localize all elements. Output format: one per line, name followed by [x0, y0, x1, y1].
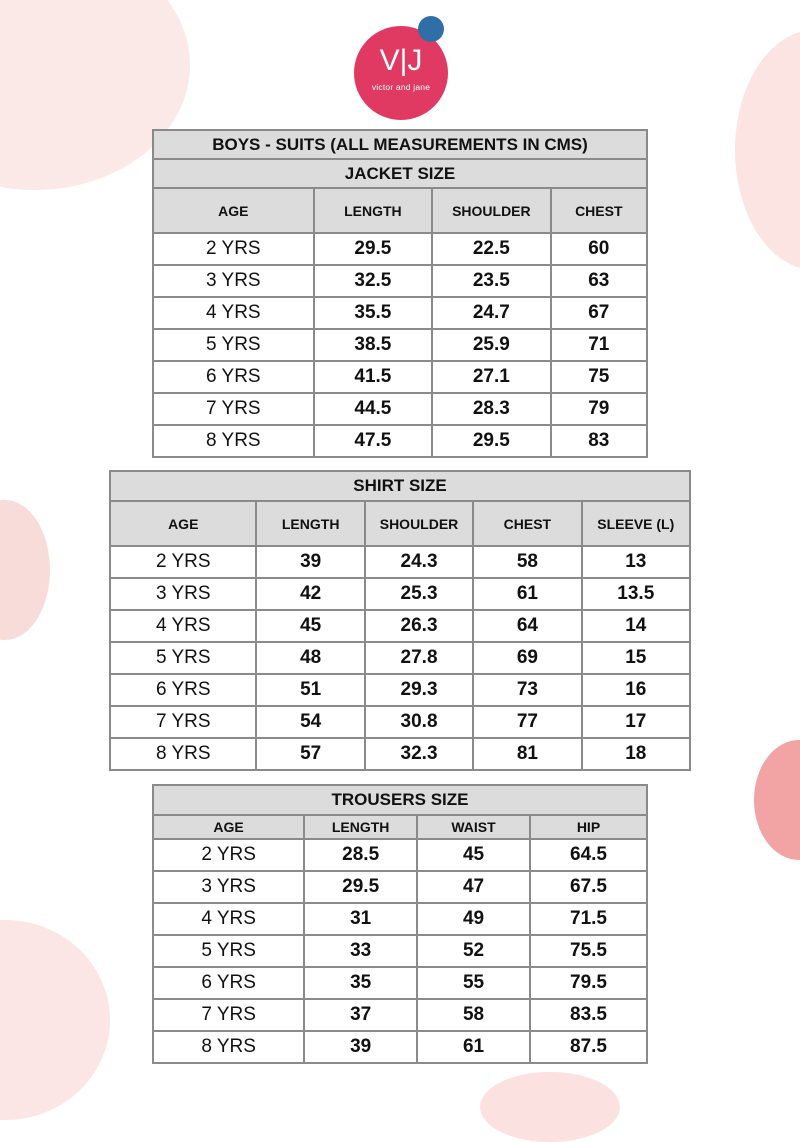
table-row: [111, 547, 689, 577]
measurement-cell: 79: [552, 394, 646, 424]
age-cell: 8 YRS: [111, 739, 255, 769]
table-row: [154, 234, 646, 264]
measurement-cell: 58: [418, 1000, 529, 1030]
table-row: [154, 904, 646, 934]
column-header: AGE: [154, 189, 313, 232]
column-header: HIP: [531, 816, 646, 838]
measurement-cell: 24.3: [366, 547, 472, 577]
column-header: LENGTH: [315, 189, 431, 232]
column-header: CHEST: [474, 502, 580, 545]
measurement-cell: 13: [583, 547, 689, 577]
measurement-cell: 60: [552, 234, 646, 264]
measurement-cell: 16: [583, 675, 689, 705]
jacket-size-table: [152, 129, 648, 458]
measurement-cell: 55: [418, 968, 529, 998]
measurement-cell: 67.5: [531, 872, 646, 902]
table-row: [111, 675, 689, 705]
table-row: [154, 968, 646, 998]
measurement-cell: 23.5: [433, 266, 549, 296]
table-row: [154, 266, 646, 296]
measurement-cell: 57: [257, 739, 363, 769]
age-cell: 2 YRS: [154, 234, 313, 264]
measurement-cell: 15: [583, 643, 689, 673]
measurement-cell: 24.7: [433, 298, 549, 328]
age-cell: 7 YRS: [154, 1000, 303, 1030]
measurement-cell: 83.5: [531, 1000, 646, 1030]
measurement-cell: 61: [418, 1032, 529, 1062]
measurement-cell: 73: [474, 675, 580, 705]
age-cell: 3 YRS: [154, 872, 303, 902]
age-cell: 8 YRS: [154, 426, 313, 456]
measurement-cell: 29.3: [366, 675, 472, 705]
measurement-cell: 29.5: [315, 234, 431, 264]
age-cell: 4 YRS: [154, 904, 303, 934]
measurement-cell: 81: [474, 739, 580, 769]
table-row: [154, 330, 646, 360]
age-cell: 5 YRS: [154, 936, 303, 966]
measurement-cell: 47.5: [315, 426, 431, 456]
age-cell: 2 YRS: [154, 840, 303, 870]
measurement-cell: 29.5: [305, 872, 416, 902]
measurement-cell: 61: [474, 579, 580, 609]
measurement-cell: 32.3: [366, 739, 472, 769]
measurement-cell: 77: [474, 707, 580, 737]
chart-title: BOYS - SUITS (ALL MEASUREMENTS IN CMS): [154, 131, 646, 158]
table-row: [154, 936, 646, 966]
column-header: SHOULDER: [433, 189, 549, 232]
background-blob: [0, 500, 50, 640]
measurement-cell: 37: [305, 1000, 416, 1030]
measurement-cell: 58: [474, 547, 580, 577]
measurement-cell: 75.5: [531, 936, 646, 966]
brand-name: victor and jane: [371, 82, 431, 92]
measurement-cell: 31: [305, 904, 416, 934]
measurement-cell: 44.5: [315, 394, 431, 424]
table-row: [111, 739, 689, 769]
background-blob: [735, 30, 800, 270]
age-cell: 3 YRS: [111, 579, 255, 609]
table-row: [154, 362, 646, 392]
measurement-cell: 33: [305, 936, 416, 966]
logo-dot: [418, 16, 444, 42]
measurement-cell: 48: [257, 643, 363, 673]
table-row: [111, 579, 689, 609]
measurement-cell: 29.5: [433, 426, 549, 456]
measurement-cell: 32.5: [315, 266, 431, 296]
measurement-cell: 14: [583, 611, 689, 641]
column-header: CHEST: [552, 189, 646, 232]
trousers-size-heading: TROUSERS SIZE: [154, 786, 646, 814]
measurement-cell: 54: [257, 707, 363, 737]
measurement-cell: 64: [474, 611, 580, 641]
age-cell: 2 YRS: [111, 547, 255, 577]
age-cell: 6 YRS: [154, 968, 303, 998]
age-cell: 8 YRS: [154, 1032, 303, 1062]
measurement-cell: 17: [583, 707, 689, 737]
measurement-cell: 26.3: [366, 611, 472, 641]
measurement-cell: 64.5: [531, 840, 646, 870]
table-row: [154, 298, 646, 328]
measurement-cell: 28.3: [433, 394, 549, 424]
measurement-cell: 51: [257, 675, 363, 705]
age-cell: 7 YRS: [111, 707, 255, 737]
measurement-cell: 39: [257, 547, 363, 577]
measurement-cell: 30.8: [366, 707, 472, 737]
measurement-cell: 45: [257, 611, 363, 641]
brand-mark: V|J: [379, 44, 423, 77]
age-cell: 6 YRS: [111, 675, 255, 705]
age-cell: 4 YRS: [154, 298, 313, 328]
column-header: LENGTH: [305, 816, 416, 838]
column-header: AGE: [154, 816, 303, 838]
column-header: LENGTH: [257, 502, 363, 545]
table-row: [154, 840, 646, 870]
age-cell: 7 YRS: [154, 394, 313, 424]
measurement-cell: 49: [418, 904, 529, 934]
measurement-cell: 63: [552, 266, 646, 296]
measurement-cell: 83: [552, 426, 646, 456]
measurement-cell: 38.5: [315, 330, 431, 360]
table-row: [154, 1000, 646, 1030]
column-header: SHOULDER: [366, 502, 472, 545]
jacket-size-heading: JACKET SIZE: [154, 160, 646, 187]
measurement-cell: 35.5: [315, 298, 431, 328]
table-row: [111, 707, 689, 737]
age-cell: 6 YRS: [154, 362, 313, 392]
measurement-cell: 67: [552, 298, 646, 328]
trousers-size-table: [152, 784, 648, 1064]
table-row: [154, 872, 646, 902]
age-cell: 3 YRS: [154, 266, 313, 296]
age-cell: 4 YRS: [111, 611, 255, 641]
measurement-cell: 27.1: [433, 362, 549, 392]
background-blob: [480, 1072, 620, 1142]
column-header: WAIST: [418, 816, 529, 838]
measurement-cell: 39: [305, 1032, 416, 1062]
measurement-cell: 25.3: [366, 579, 472, 609]
age-cell: 5 YRS: [154, 330, 313, 360]
column-header: SLEEVE (L): [583, 502, 689, 545]
table-row: [154, 1032, 646, 1062]
age-cell: 5 YRS: [111, 643, 255, 673]
measurement-cell: 35: [305, 968, 416, 998]
measurement-cell: 42: [257, 579, 363, 609]
table-row: [154, 394, 646, 424]
measurement-cell: 47: [418, 872, 529, 902]
background-blob: [754, 740, 800, 860]
table-row: [111, 643, 689, 673]
measurement-cell: 22.5: [433, 234, 549, 264]
measurement-cell: 28.5: [305, 840, 416, 870]
measurement-cell: 87.5: [531, 1032, 646, 1062]
measurement-cell: 75: [552, 362, 646, 392]
shirt-size-table: [109, 470, 691, 771]
measurement-cell: 27.8: [366, 643, 472, 673]
measurement-cell: 45: [418, 840, 529, 870]
measurement-cell: 69: [474, 643, 580, 673]
measurement-cell: 71.5: [531, 904, 646, 934]
table-row: [154, 426, 646, 456]
table-row: [111, 611, 689, 641]
measurement-cell: 25.9: [433, 330, 549, 360]
measurement-cell: 79.5: [531, 968, 646, 998]
measurement-cell: 18: [583, 739, 689, 769]
column-header: AGE: [111, 502, 255, 545]
measurement-cell: 52: [418, 936, 529, 966]
shirt-size-heading: SHIRT SIZE: [111, 472, 689, 500]
measurement-cell: 41.5: [315, 362, 431, 392]
measurement-cell: 71: [552, 330, 646, 360]
measurement-cell: 13.5: [583, 579, 689, 609]
background-blob: [0, 920, 110, 1120]
